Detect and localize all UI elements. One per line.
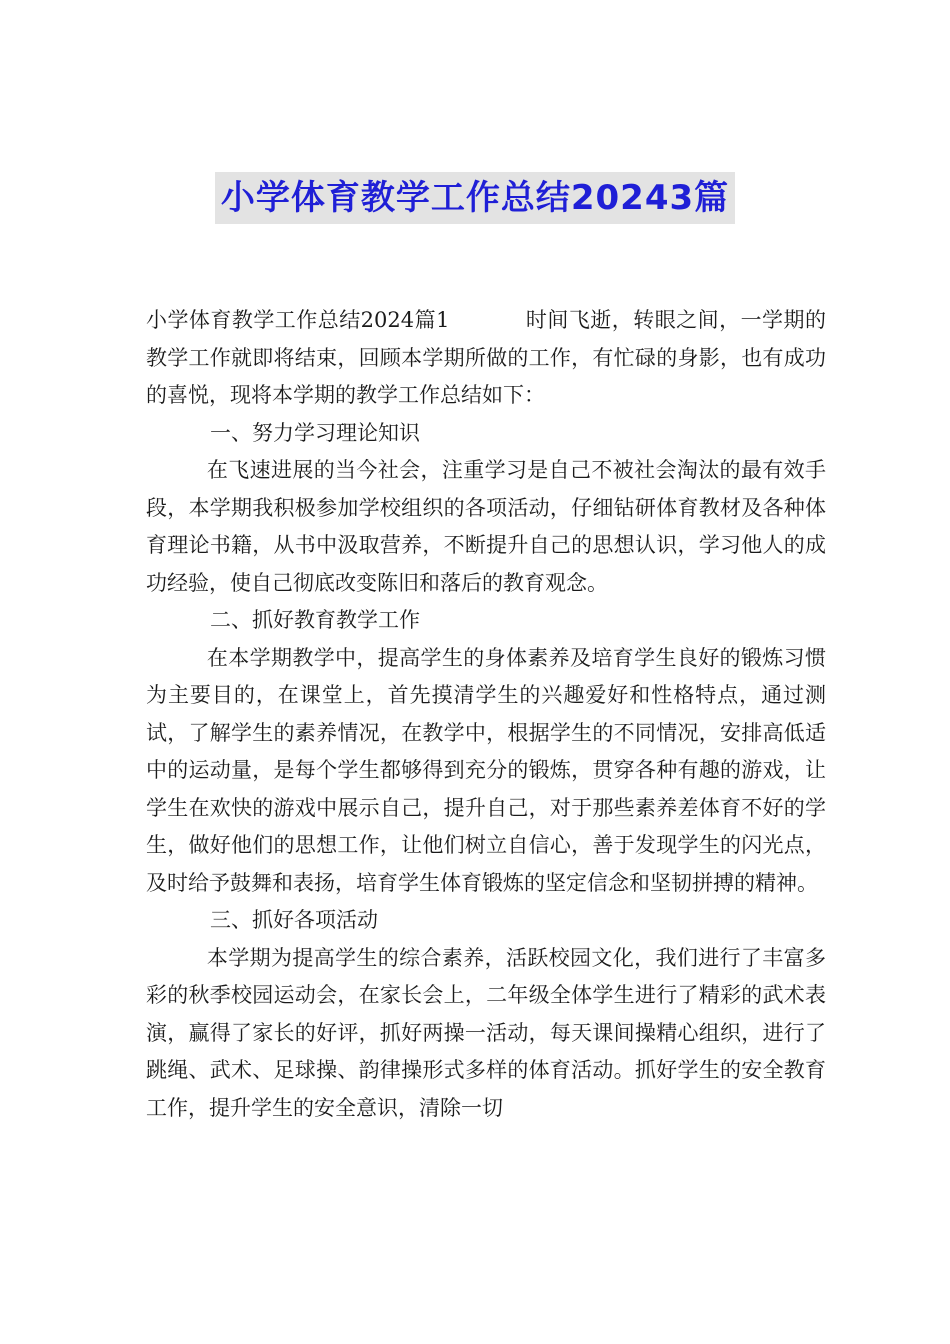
section-heading-2: 二、抓好教育教学工作: [210, 608, 420, 632]
section-heading-3: 三、抓好各项活动: [210, 908, 378, 932]
document-title: 小学体育教学工作总结20243篇: [215, 172, 735, 224]
section-paragraph-1: 在飞速进展的当今社会，注重学习是自己不被社会淘汰的最有效手段，本学期我积极参加学校组织的各项活动，仔细钻研体育教材及各种体育理论书籍，从书中汲取营养，不断提升自己的思想认识，学习他人的成功经验，使自己彻底改变陈旧和落后的教育观念。: [146, 458, 826, 595]
intro-label: 小学体育教学工作总结2024篇1: [146, 308, 450, 332]
section-heading-1: 一、努力学习理论知识: [210, 420, 420, 445]
intro-paragraph: [146, 302, 826, 415]
section-paragraph-3: 本学期为提高学生的综合素养，活跃校园文化，我们进行了丰富多彩的秋季校园运动会，在家长会上，二年级全体学生进行了精彩的武术表演，赢得了家长的好评，抓好两操一活动，每天课间操精心组织，进行了跳绳、武术、足球操、韵律操形式多样的体育活动。抓好学生的安全教育工作，提升学生的安全意识，清除一切: [146, 945, 826, 1120]
document-body: [146, 302, 826, 1127]
section-paragraph-2: 在本学期教学中，提高学生的身体素养及培育学生良好的锻炼习惯为主要目的，在课堂上，首先摸清学生的兴趣爱好和性格特点，通过测试，了解学生的素养情况，在教学中，根据学生的不同情况，安排高低适中的运动量，是每个学生都够得到充分的锻炼，贯穿各种有趣的游戏，让学生在欢快的游戏中展示自己，提升自己，对于那些素养差体育不好的学生，做好他们的思想工作，让他们树立自信心，善于发现学生的闪光点，及时给予鼓舞和表扬，培育学生体育锻炼的坚定信念和坚韧拼搏的精神。: [146, 645, 826, 895]
intro-text: 时间飞逝，转眼之间，一学期的教学工作就即将结束，回顾本学期所做的工作，有忙碌的身影，也有成功的喜悦，现将本学期的教学工作总结如下：: [146, 308, 826, 407]
title-container: [0, 172, 950, 224]
